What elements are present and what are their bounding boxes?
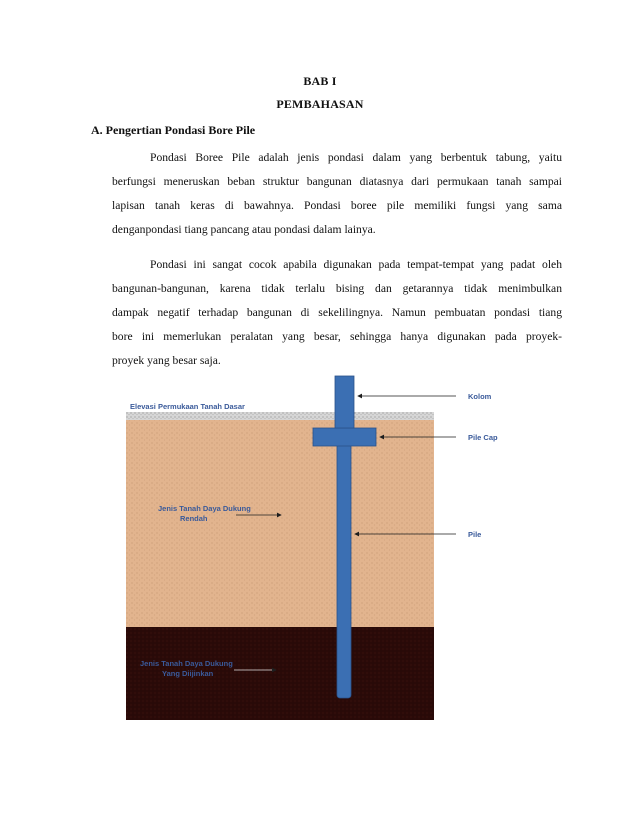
allowable-soil-label-line-1: Jenis Tanah Daya Dukung	[140, 659, 233, 668]
gravel-surface-layer	[126, 412, 434, 420]
paragraph-1-line-2: berfungsi meneruskan beban struktur bangunan diatasnya dari permukaan tanah sampai	[112, 175, 562, 188]
allowable-soil-label-line-2: Yang Diijinkan	[162, 669, 214, 678]
paragraph-1-line-4: denganpondasi tiang pancang atau pondasi dalam lainya.	[112, 223, 376, 236]
pile-shaft	[337, 442, 351, 698]
paragraph-2-line-5: proyek yang besar saja.	[112, 354, 221, 367]
paragraph-2-line-4: bore ini memerlukan peralatan yang besar, sehingga hanya digunakan pada proyek-	[112, 330, 562, 343]
section-heading: A. Pengertian Pondasi Bore Pile	[91, 123, 256, 137]
pile-cap-label: Pile Cap	[468, 433, 498, 442]
low-bearing-soil-label-line-2: Rendah	[180, 514, 208, 523]
column	[335, 376, 354, 428]
paragraph-2-line-1: Pondasi ini sangat cocok apabila digunakan pada tempat-tempat yang padat oleh	[150, 258, 562, 271]
chapter-title: PEMBAHASAN	[276, 97, 364, 111]
low-bearing-soil-layer	[126, 420, 434, 627]
paragraph-1-line-1: Pondasi Boree Pile adalah jenis pondasi dalam yang berbentuk tabung, yaitu	[150, 151, 562, 164]
pile-cap	[313, 428, 376, 446]
bore-pile-diagram	[126, 372, 516, 722]
elevation-label: Elevasi Permukaan Tanah Dasar	[130, 402, 245, 411]
chapter-number: BAB I	[303, 74, 337, 88]
paragraph-1-line-3: lapisan tanah keras di bawahnya. Pondasi boree pile memiliki fungsi yang sama	[112, 199, 562, 212]
low-bearing-soil-label-line-1: Jenis Tanah Daya Dukung	[158, 504, 251, 513]
paragraph-2-line-2: bangunan-bangunan, karena tidak terlalu bising dan getarannya tidak menimbulkan	[112, 282, 562, 295]
kolom-label: Kolom	[468, 392, 492, 401]
pile-label: Pile	[468, 530, 482, 539]
paragraph-2-line-3: dampak negatif terhadap bangunan di sekelilingnya. Namun pembuatan pondasi tiang	[112, 306, 562, 319]
